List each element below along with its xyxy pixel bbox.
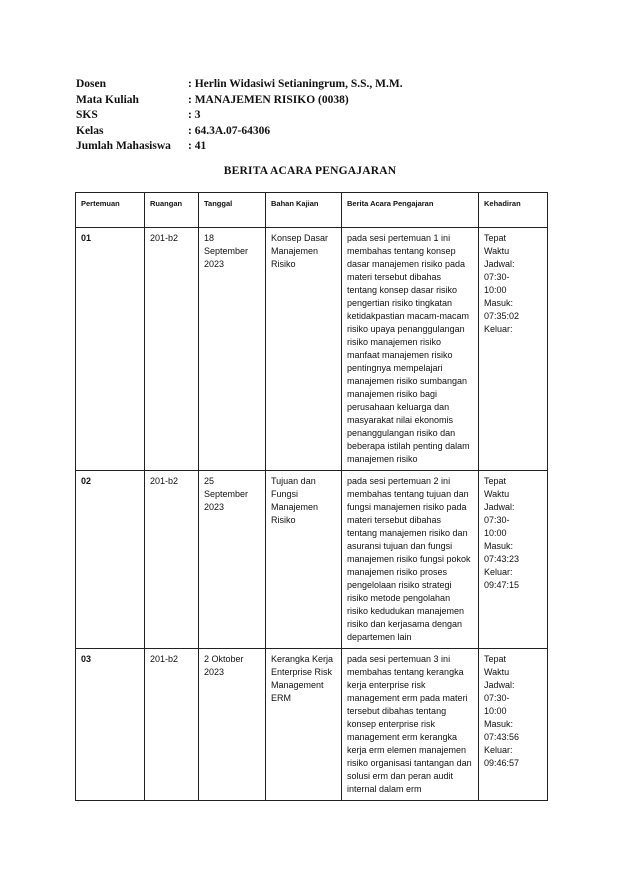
cell-bahan-kajian: Kerangka Kerja Enterprise Risk Management ERM [266, 649, 342, 801]
kehadiran-line: Masuk: [484, 298, 514, 308]
col-header-ruangan: Ruangan [145, 193, 199, 228]
info-label: Mata Kuliah [76, 93, 139, 106]
info-value: : 3 [188, 109, 201, 121]
info-value: : 41 [188, 140, 207, 152]
kehadiran-line: 07:30- [484, 515, 510, 525]
info-row-jumlah-mahasiswa [76, 139, 403, 155]
cell-berita-acara: pada sesi pertemuan 3 ini membahas tentang kerangka kerja enterprise risk management erm pada materi tersebut dibahas tentang konsep enterprise risk management erm kerangka kerja erm elemen manajemen risiko organisasi tantangan dan solusi erm dan peran audit internal dalam erm [342, 649, 479, 801]
cell-tanggal: 25 September 2023 [199, 471, 266, 649]
kehadiran-line: Masuk: [484, 719, 514, 729]
info-label: Jumlah Mahasiswa [76, 140, 171, 152]
cell-kehadiran [479, 228, 548, 471]
cell-kehadiran [479, 471, 548, 649]
table-header-row [76, 193, 548, 228]
info-row-sks [76, 108, 403, 124]
cell-berita-acara: pada sesi pertemuan 2 ini membahas tentang tujuan dan fungsi manajemen risiko pada materi tersebut dibahas tentang manajemen risiko dan asuransi tujuan dan fungsi manajemen risiko fungsi pokok manajemen risiko proses pengelolaan risiko strategi risiko metode pengolahan risiko kedudukan manajemen risiko dan kerjasama dengan departemen lain [342, 471, 479, 649]
document-title: BERITA ACARA PENGAJARAN [223, 165, 397, 177]
cell-bahan-kajian: Tujuan dan Fungsi Manajemen Risiko [266, 471, 342, 649]
kehadiran-line: 09:47:15 [484, 580, 520, 590]
kehadiran-line: 07:35:02 [484, 311, 520, 321]
cell-ruangan: 201-b2 [145, 471, 199, 649]
cell-pertemuan: 02 [76, 471, 145, 649]
course-info [76, 77, 403, 155]
info-row-dosen [76, 77, 403, 93]
kehadiran-line: Jadwal: [484, 259, 515, 269]
kehadiran-line: 09:46:57 [484, 758, 520, 768]
kehadiran-line: Keluar: [484, 324, 513, 334]
info-label: Dosen [76, 78, 107, 90]
info-value: : Herlin Widasiwi Setianingrum, S.S., M.M. [188, 78, 403, 90]
kehadiran-line: 07:30- [484, 693, 510, 703]
kehadiran-line: 10:00 [484, 285, 507, 295]
kehadiran-line: Tepat [484, 233, 507, 243]
info-label: Kelas [76, 124, 104, 137]
cell-tanggal: 2 Oktober 2023 [199, 649, 266, 801]
kehadiran-line: 07:43:56 [484, 732, 520, 742]
col-header-pertemuan: Pertemuan [76, 193, 145, 228]
kehadiran-line: 07:30- [484, 272, 510, 282]
info-row-kelas [76, 124, 403, 140]
kehadiran-line: Jadwal: [484, 680, 515, 690]
col-header-bahan-kajian: Bahan Kajian [266, 193, 342, 228]
kehadiran-line: Keluar: [484, 567, 513, 577]
kehadiran-line: Waktu [484, 667, 510, 677]
kehadiran-line: Keluar: [484, 745, 513, 755]
cell-ruangan: 201-b2 [145, 649, 199, 801]
col-header-berita-acara: Berita Acara Pengajaran [342, 193, 479, 228]
attendance-table [75, 192, 548, 801]
cell-pertemuan: 03 [76, 649, 145, 801]
info-value: : 64.3A.07-64306 [188, 124, 271, 137]
kehadiran-line: Waktu [484, 489, 510, 499]
kehadiran-line: 10:00 [484, 706, 507, 716]
kehadiran-line: 07:43:23 [484, 554, 520, 564]
info-value: : MANAJEMEN RISIKO (0038) [188, 93, 349, 106]
info-row-mata-kuliah [76, 93, 403, 109]
kehadiran-line: Jadwal: [484, 502, 515, 512]
info-label: SKS [76, 109, 98, 121]
cell-tanggal: 18 September 2023 [199, 228, 266, 471]
col-header-tanggal: Tanggal [199, 193, 266, 228]
kehadiran-line: Tepat [484, 654, 507, 664]
kehadiran-line: 10:00 [484, 528, 507, 538]
cell-kehadiran [479, 649, 548, 801]
cell-ruangan: 201-b2 [145, 228, 199, 471]
table-row [76, 649, 548, 801]
cell-berita-acara: pada sesi pertemuan 1 ini membahas tentang konsep dasar manajemen risiko pada materi tersebut dibahas tentang konsep dasar risiko pengertian risiko tingkatan ketidakpastian macam-macam risiko upaya penanggulangan risiko manajemen risiko manfaat manajemen risiko pentingnya mempelajari manajemen risiko sumbangan manajemen risiko bagi perusahaan keluarga dan masyarakat nilai ekonomis penanggulangan risiko dan beberapa istilah penting dalam manajemen risiko [342, 228, 479, 471]
col-header-kehadiran: Kehadiran [479, 193, 548, 228]
cell-pertemuan: 01 [76, 228, 145, 471]
table-row [76, 228, 548, 471]
kehadiran-line: Masuk: [484, 541, 514, 551]
table-row [76, 471, 548, 649]
kehadiran-line: Tepat [484, 476, 507, 486]
kehadiran-line: Waktu [484, 246, 510, 256]
cell-bahan-kajian: Konsep Dasar Manajemen Risiko [266, 228, 342, 471]
